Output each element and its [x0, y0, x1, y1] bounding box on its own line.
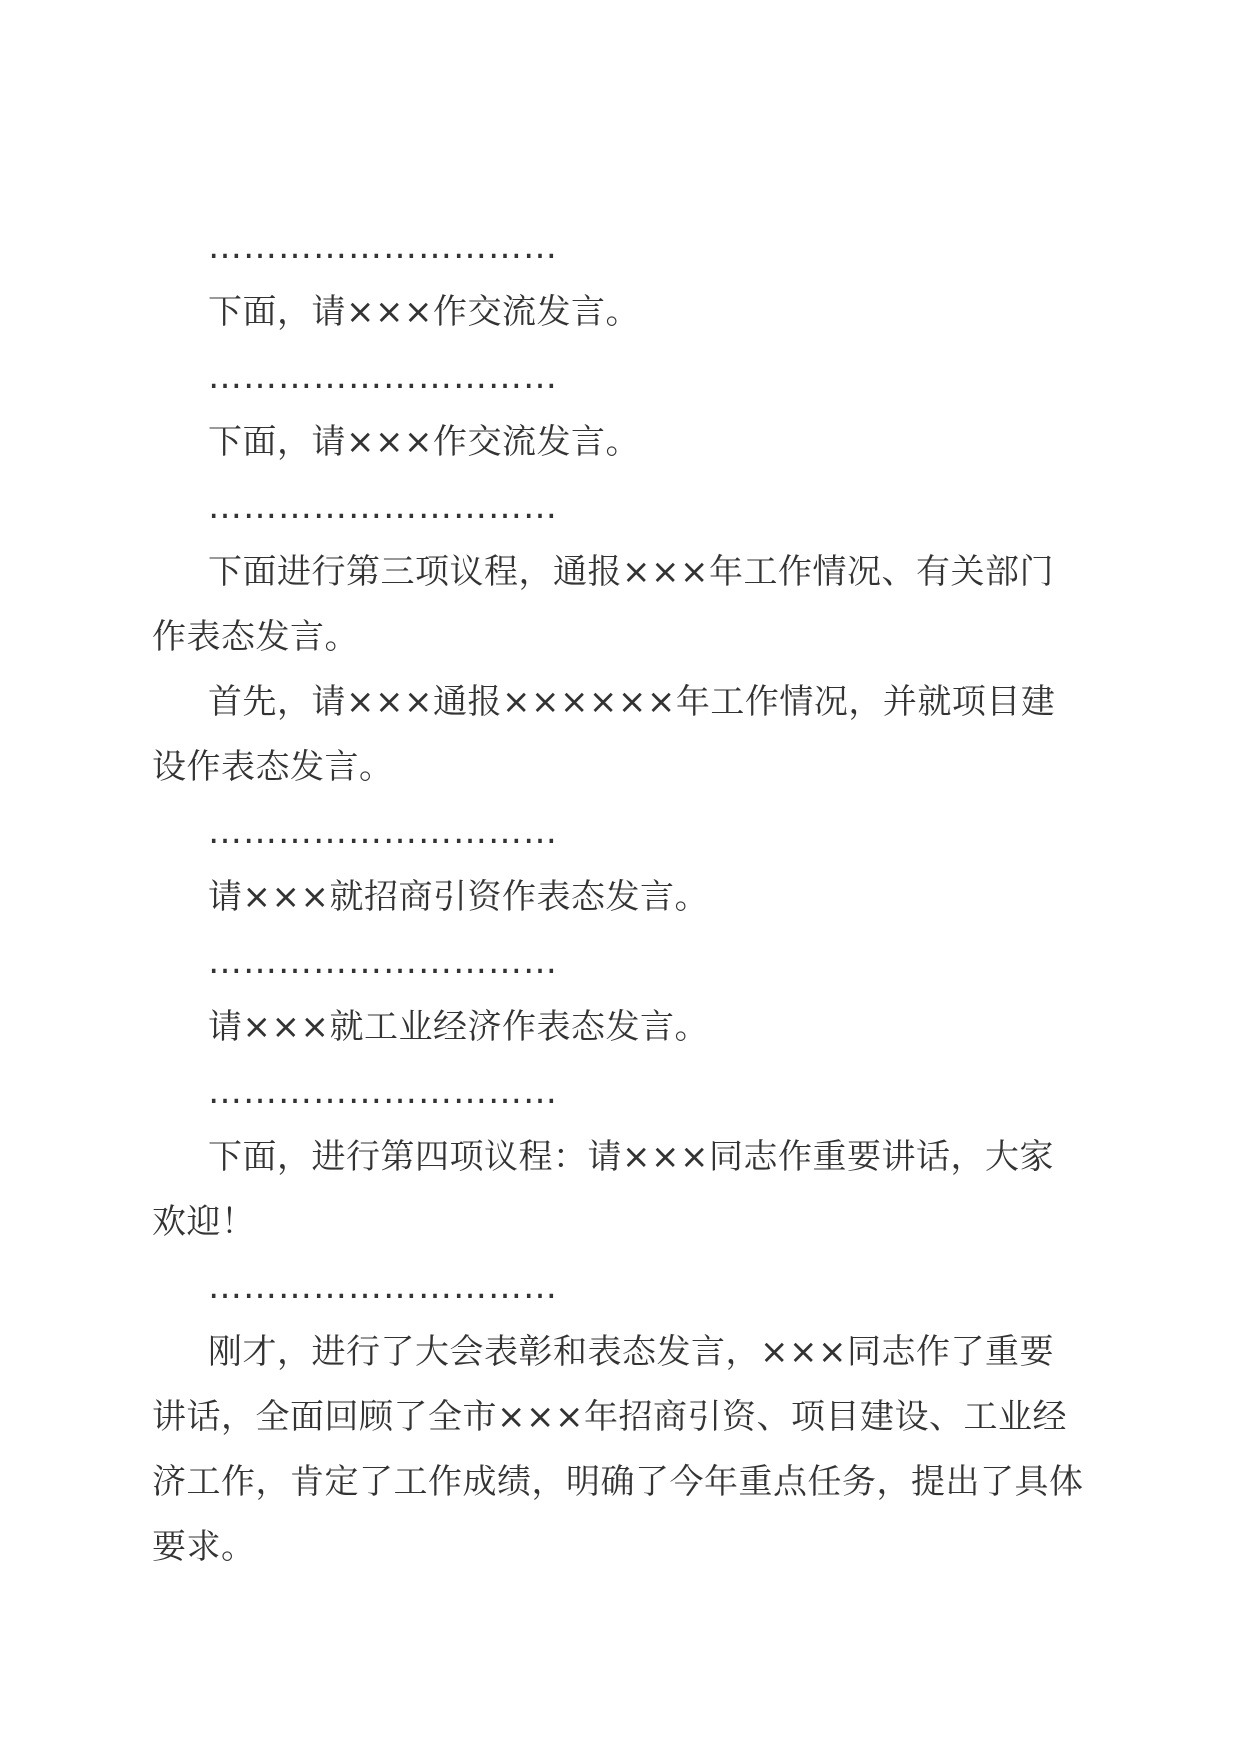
ellipsis-line: ………………………… [208, 1072, 558, 1112]
paragraph-agenda-item-3: 下面进行第三项议程，通报×××年工作情况、有关部门作表态发言。 [152, 552, 1054, 657]
ellipsis-line: ………………………… [208, 812, 558, 852]
paragraph-work-report: 首先，请×××通报××××××年工作情况，并就项目建设作表态发言。 [152, 682, 1056, 787]
ellipsis-line: ………………………… [208, 487, 558, 527]
document-body [152, 215, 1087, 1580]
paragraph-speaker-invite: 下面，请×××作交流发言。 [208, 292, 640, 332]
paragraph-speaker-invite: 下面，请×××作交流发言。 [208, 422, 640, 462]
ellipsis-line: ………………………… [208, 942, 558, 982]
paragraph-industry-statement: 请×××就工业经济作表态发言。 [208, 1007, 709, 1047]
paragraph-summary: 刚才，进行了大会表彰和表态发言，×××同志作了重要讲话，全面回顾了全市×××年招商引资、项目建设、工业经济工作，肯定了工作成绩，明确了今年重点任务，提出了具体要求。 [152, 1332, 1084, 1567]
paragraph-agenda-item-4: 下面，进行第四项议程：请×××同志作重要讲话，大家欢迎！ [152, 1137, 1054, 1242]
paragraph-investment-statement: 请×××就招商引资作表态发言。 [208, 877, 709, 917]
ellipsis-line: ………………………… [208, 1267, 558, 1307]
ellipsis-line: ………………………… [208, 227, 558, 267]
ellipsis-line: ………………………… [208, 357, 558, 397]
